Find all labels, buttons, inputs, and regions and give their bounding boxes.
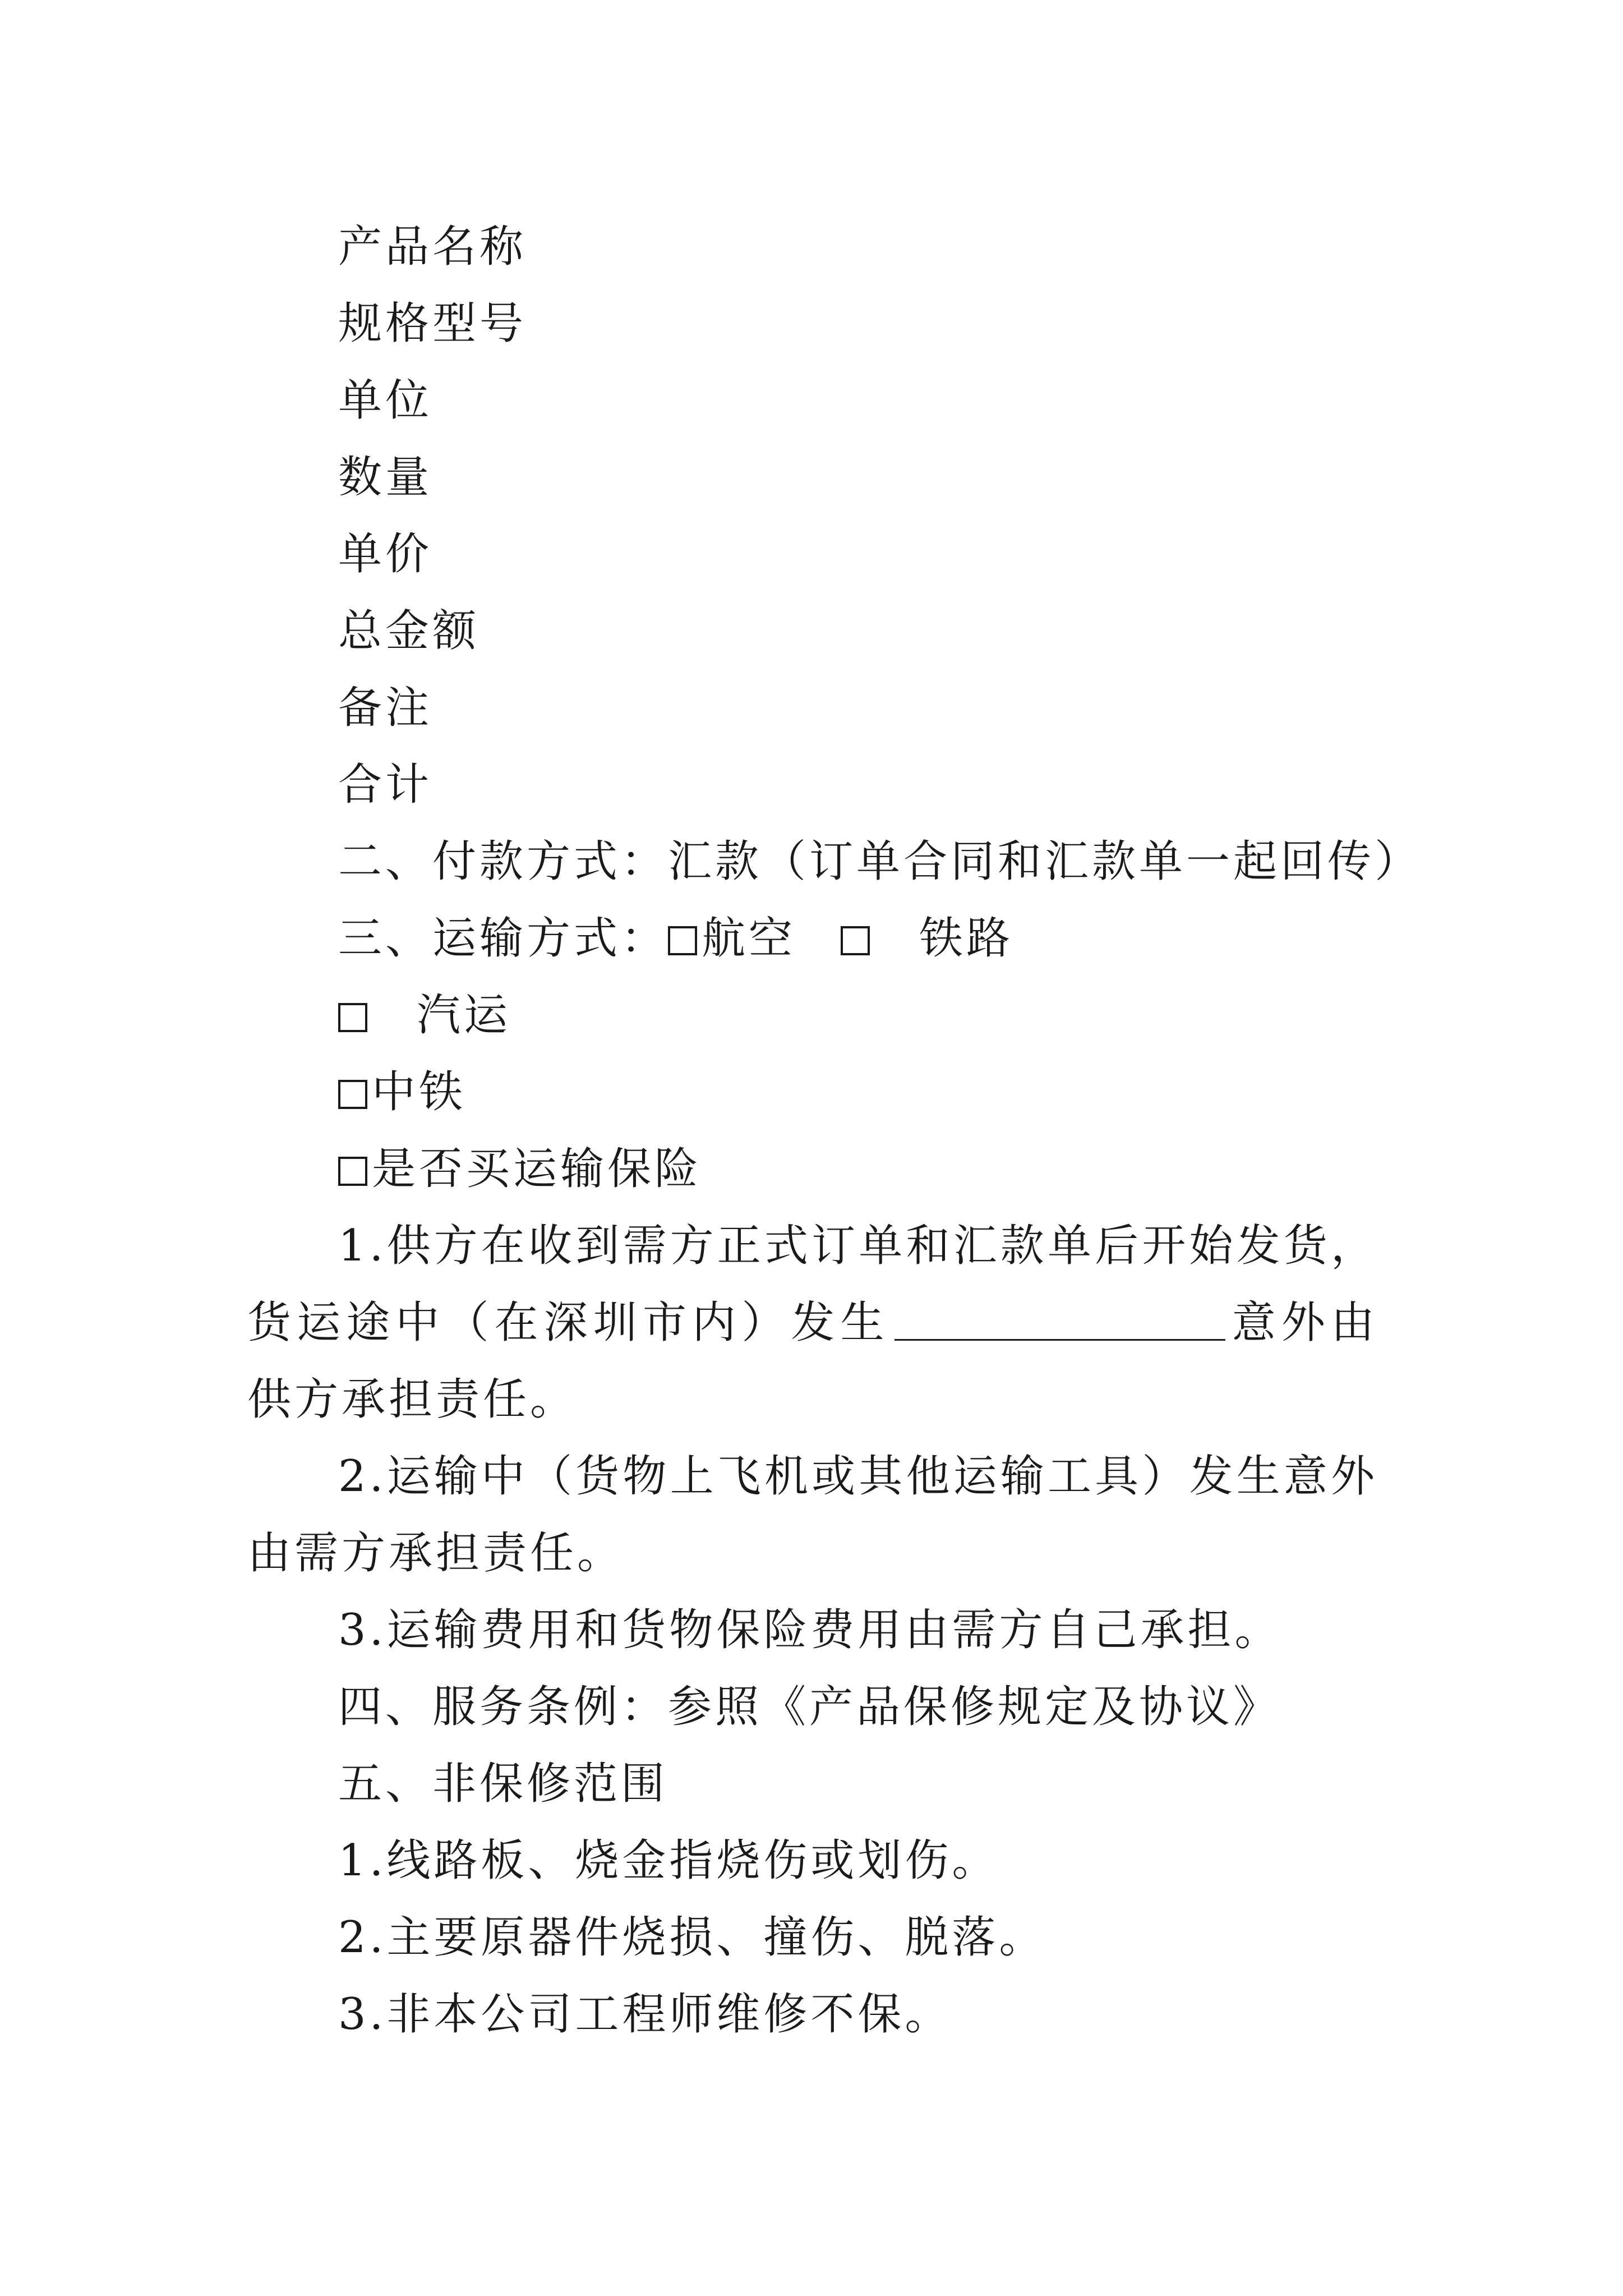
transport-method-label: 三、运输方式： [338,913,668,964]
field-total-amount: 总金额 [338,606,480,656]
field-sum: 合计 [338,760,433,810]
checkbox-china-rail[interactable] [338,1080,367,1109]
payment-method: 二、付款方式：汇款（订单合同和汇款单一起回传） [338,836,1422,887]
option-road-label: 汽运 [417,990,511,1041]
field-remarks: 备注 [338,683,433,733]
option-rail-label: 铁路 [919,913,1014,964]
checkbox-rail[interactable] [841,926,870,955]
transport-method-row [247,900,1378,977]
checkbox-insurance[interactable] [338,1157,367,1186]
document-body [247,209,1422,2053]
transport-term-1-text-after: 意外由供方承担责任。 [247,1297,1378,1425]
transport-term-1 [247,1208,1378,1438]
transport-term-2: 2.运输中（货物上飞机或其他运输工具）发生意外由需方承担责任。 [247,1451,1378,1579]
transport-term-3: 3.运输费用和货物保险费用由需方自己承担。 [338,1605,1282,1655]
transport-insurance-row [247,1131,1378,1208]
option-air-label: 航空 [702,913,796,964]
field-spec-model: 规格型号 [338,298,527,349]
checkbox-road[interactable] [338,1003,367,1032]
fill-in-blank[interactable] [895,1305,1225,1341]
non-warranty-item: 3.非本公司工程师维修不保。 [338,1989,952,2040]
option-china-rail-label: 中铁 [372,1067,467,1117]
option-insurance-label: 是否买运输保险 [372,1144,702,1194]
non-warranty-heading: 五、非保修范围 [338,1759,668,1809]
non-warranty-item: 2.主要原器件烧损、撞伤、脱落。 [338,1912,1046,1963]
field-unit: 单位 [338,375,433,426]
field-product-name: 产品名称 [338,222,527,272]
field-unit-price: 单价 [338,529,433,579]
checkbox-air[interactable] [668,926,697,955]
transport-option-road-row [247,977,1378,1054]
service-terms: 四、服务条例：参照《产品保修规定及协议》 [338,1682,1281,1732]
transport-option-china-rail-row [247,1054,1378,1131]
field-quantity: 数量 [338,452,433,503]
non-warranty-item: 1.线路板、烧金指烧伤或划伤。 [338,1835,999,1886]
transport-term-1-text-before: 1.供方在收到需方正式订单和汇款单后开始发货，货运途中（在深圳市内）发生 [247,1221,1378,1348]
